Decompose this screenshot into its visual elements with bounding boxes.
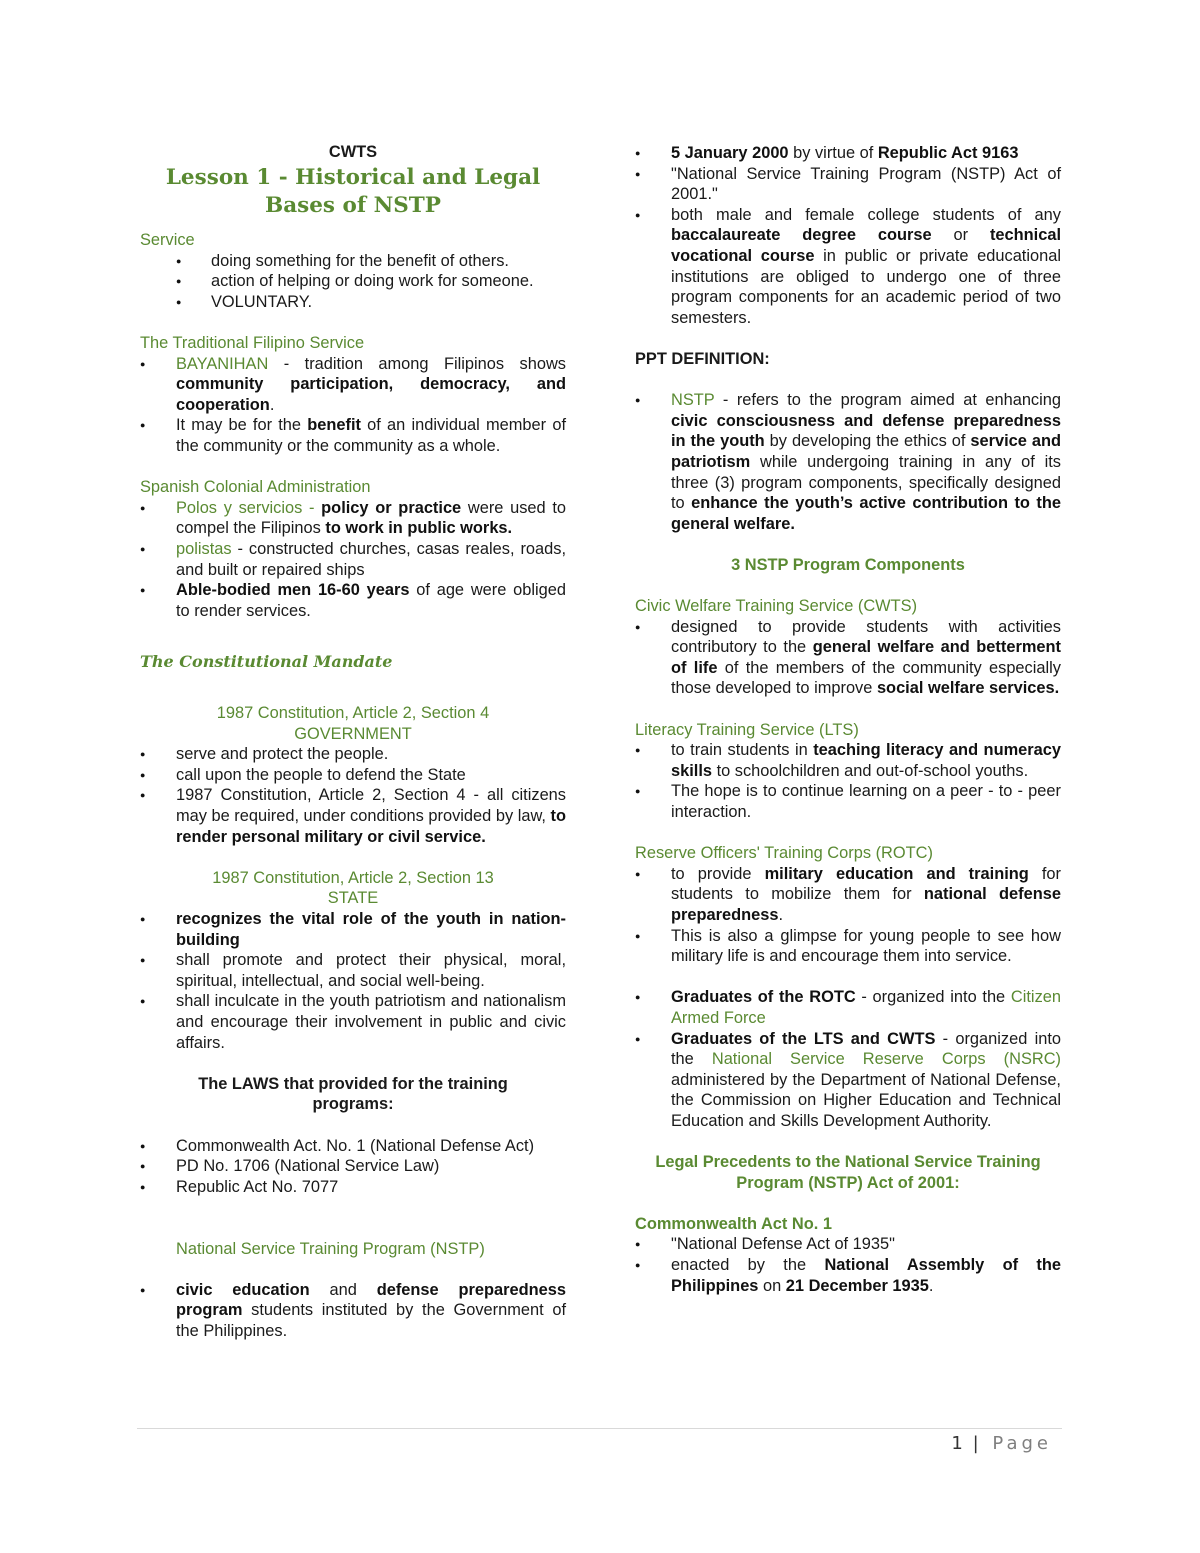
list-item: ● NSTP - refers to the program aimed at enhancing civic consciousness and defense preparedness in the youth by developing the ethics of service and patriotism while undergoing training in any of its three (3) program components, specifically designed to enhance the youth’s active contribution to the general welfare.	[635, 390, 1061, 534]
lesson-title: Lesson 1 - Historical and Legal Bases of NSTP	[165, 165, 541, 218]
cwts-list	[635, 617, 1061, 699]
list-item: ● "National Defense Act of 1935"	[635, 1234, 1061, 1255]
list-item: ● Polos y servicios - policy or practice were used to compel the Filipinos to work in public works.	[140, 498, 566, 539]
list-item: ● "National Service Training Program (NSTP) Act of 2001."	[635, 164, 1061, 205]
spanish-heading: Spanish Colonial Administration	[140, 478, 371, 497]
service-list	[140, 251, 566, 313]
footer-divider	[137, 1428, 1062, 1429]
list-item: ● to provide military education and training for students to mobilize them for national defense preparedness.	[635, 864, 1061, 926]
list-item: ● both male and female college students of any baccalaureate degree course or technical vocational course in public or private educational institutions are obliged to undergo one of three program components for an academic period of two semesters.	[635, 205, 1061, 329]
list-item: ● PD No. 1706 (National Service Law)	[140, 1156, 566, 1177]
page-footer	[951, 1433, 1052, 1454]
section13-heading: 1987 Constitution, Article 2, Section 13 STATE	[212, 868, 494, 908]
lts-list	[635, 740, 1061, 822]
list-item: ● Graduates of the ROTC - organized into the Citizen Armed Force	[635, 987, 1061, 1028]
components-heading: 3 NSTP Program Components	[731, 555, 965, 574]
list-item: ● enacted by the National Assembly of the Philippines on 21 December 1935.	[635, 1255, 1061, 1296]
list-item: ● 1987 Constitution, Article 2, Section 4 - all citizens may be required, under conditions provided by law, to render personal military or civil service.	[140, 785, 566, 847]
ca1-heading: Commonwealth Act No. 1	[635, 1214, 833, 1233]
list-item: ● designed to provide students with activities contributory to the general welfare and betterment of life of the members of the community especially those developed to improve social welfare services.	[635, 617, 1061, 699]
list-item: ● civic education and defense preparedness program students instituted by the Government of the Philippines.	[140, 1280, 566, 1342]
list-item: ● Commonwealth Act. No. 1 (National Defense Act)	[140, 1136, 566, 1157]
laws-heading: The LAWS that provided for the training programs:	[198, 1074, 508, 1114]
list-item: ● action of helping or doing work for someone.	[140, 271, 566, 292]
graduates-list	[635, 987, 1061, 1131]
rotc-heading: Reserve Officers' Training Corps (ROTC)	[635, 844, 933, 863]
ra9163-list	[635, 143, 1061, 328]
rotc-list	[635, 864, 1061, 967]
list-item: ● It may be for the benefit of an individual member of the community or the community as a whole.	[140, 415, 566, 456]
list-item: ● Republic Act No. 7077	[140, 1177, 566, 1198]
list-item: ● polistas - constructed churches, casas reales, roads, and built or repaired ships	[140, 539, 566, 580]
ppt-list	[635, 390, 1061, 534]
list-item: ● shall promote and protect their physical, moral, spiritual, intellectual, and social well-being.	[140, 950, 566, 991]
list-item: ● serve and protect the people.	[140, 744, 566, 765]
section13-list	[140, 909, 566, 1053]
list-item: ● call upon the people to defend the State	[140, 765, 566, 786]
list-item: ● Graduates of the LTS and CWTS - organized into the National Service Reserve Corps (NSRC) administered by the Department of National Defense, the Commission on Higher Education and Technical Education and Skills Development Authority.	[635, 1029, 1061, 1132]
section4-heading: 1987 Constitution, Article 2, Section 4 GOVERNMENT	[216, 704, 490, 743]
traditional-list	[140, 354, 566, 457]
traditional-service-heading: The Traditional Filipino Service	[140, 333, 365, 352]
nstp-heading: National Service Training Program (NSTP)	[176, 1239, 485, 1258]
ppt-definition-heading: PPT DEFINITION:	[635, 349, 770, 368]
laws-list	[140, 1136, 566, 1198]
page-number: 1	[951, 1433, 963, 1454]
lts-heading: Literacy Training Service (LTS)	[635, 720, 859, 739]
ca1-list	[635, 1234, 1061, 1296]
nstp-list	[140, 1280, 566, 1342]
constitutional-mandate-heading: The Constitutional Mandate	[140, 651, 393, 671]
document-title: CWTS	[328, 143, 378, 161]
left-column	[140, 140, 566, 1341]
list-item: ● Able-bodied men 16-60 years of age were obliged to render services.	[140, 580, 566, 621]
list-item: ● The hope is to continue learning on a peer - to - peer interaction.	[635, 781, 1061, 822]
cwts-heading: Civic Welfare Training Service (CWTS)	[635, 597, 918, 616]
list-item: ● recognizes the vital role of the youth in nation-building	[140, 909, 566, 950]
right-column	[635, 143, 1061, 1296]
legal-precedents-heading: Legal Precedents to the National Service Training Program (NSTP) Act of 2001:	[655, 1153, 1041, 1192]
section4-list	[140, 744, 566, 847]
list-item: ● This is also a glimpse for young people to see how military life is and encourage them into service.	[635, 926, 1061, 967]
list-item: ● BAYANIHAN - tradition among Filipinos shows community participation, democracy, and cooperation.	[140, 354, 566, 416]
footer-separator: |	[972, 1433, 983, 1454]
list-item: ● VOLUNTARY.	[140, 292, 566, 313]
service-heading: Service	[140, 231, 195, 249]
list-item: ● 5 January 2000 by virtue of Republic Act 9163	[635, 143, 1061, 164]
list-item: ● to train students in teaching literacy and numeracy skills to schoolchildren and out-of-school youths.	[635, 740, 1061, 781]
page-label: Page	[992, 1433, 1052, 1454]
list-item: ● shall inculcate in the youth patriotism and nationalism and encourage their involvement in public and civic affairs.	[140, 991, 566, 1053]
list-item: ● doing something for the benefit of others.	[140, 251, 566, 272]
spanish-list	[140, 498, 566, 622]
